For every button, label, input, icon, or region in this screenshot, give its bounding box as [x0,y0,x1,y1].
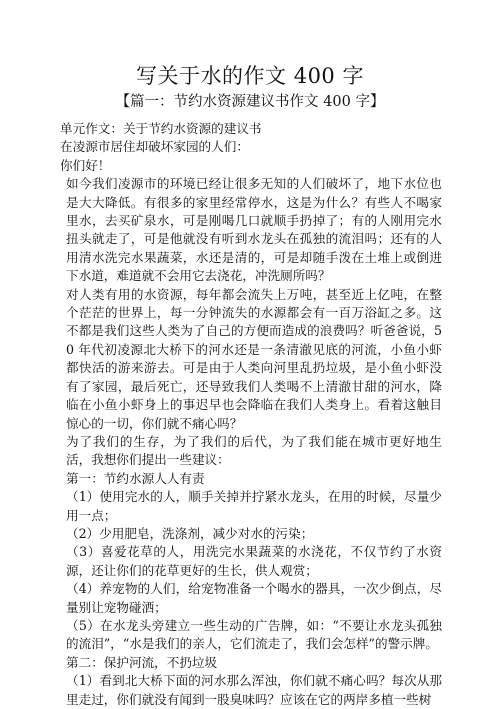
list-item: （2）少用肥皂，洗涤剂，减少对水的污染； [66,525,314,541]
document-body [60,120,442,709]
paragraph: 如今我们凌源市的环境已经让很多无知的人们破坏了，地下水位也是大大降低。有很多的家里经常停水，这是为什么？有些人不喝家里水，去买矿泉水，可是刚喝几口就顺手扔掉了；有的人刚用完水扭头就走了，可是他就没有听到水龙头在孤独的流泪吗；还有的人用清水洗完水果蔬菜，水还是清的，可是却随手泼在土堆上或倒进下水道，难道就不会用它去浇花，冲洗厕所吗？ [66,176,442,284]
list-item: （1）看到北大桥下面的河水那么浑浊，你们就不痛心吗？每次从那里走过，你们就没有闻到一股臭味吗？应该在它的两岸多植一些树 [66,673,442,707]
list-item: （5）在水龙头旁建立一些生动的广告牌，如：“不要让水龙头孤独的流泪”，“水是我们的亲人，它们流走了，我们会怎样”的警示牌。 [66,617,442,652]
list-item: （1）使用完水的人，顺手关掉并拧紧水龙头，在用的时候，尽量少用一点； [66,489,442,523]
paragraph: 为了我们的生存，为了我们的后代，为了我们能在城市更好地生活，我想你们提出一些建议： [66,433,442,468]
list-heading: 第二：保护河流，不扔垃圾 [66,654,218,670]
paragraph-salutation: 在凌源市居住却破坏家园的人们： [60,139,249,155]
list-heading: 第一：节约水源人人有责 [66,470,205,486]
list-item: （4）养宠物的人们，给宠物准备一个喝水的器具，一次少倒点，尽量别让宠物碰洒； [66,581,442,615]
paragraph-greeting: 你们好！ [60,157,111,173]
section-subtitle: 【篇一：节约水资源建议书作文 400 字】 [115,94,385,110]
paragraph-heading: 单元作文：关于节约水资源的建议书 [60,121,262,136]
list-item: （3）喜爱花草的人，用洗完水果蔬菜的水浇花，不仅节约了水资源，还让你们的花草更好的生长，供人观赏； [66,544,442,578]
paragraph: 对人类有用的水资源，每年都会流失上万吨，甚至近上亿吨，在整个茫茫的世界上，每一分钟流失的水源都会有一百万浴缸之多。这不都是我们这些人类为了自己的方便而造成的浪费吗？听爸爸说，50 年代初凌源北大桥下的河水还是一条清澈见底的河流，小鱼小虾都快活的游来游去。可是由于人类向河里乱扔垃圾，是小鱼小虾没有了家园，最后死亡，还导致我们人类喝不上清澈甘甜的河水，降临在小鱼小虾身上的事迟早也会降临在我们人类身上。看着这触目惊心的一切，你们就不痛心吗？ [66,286,442,431]
page-title: 写关于水的作文 400 字 [136,64,364,88]
